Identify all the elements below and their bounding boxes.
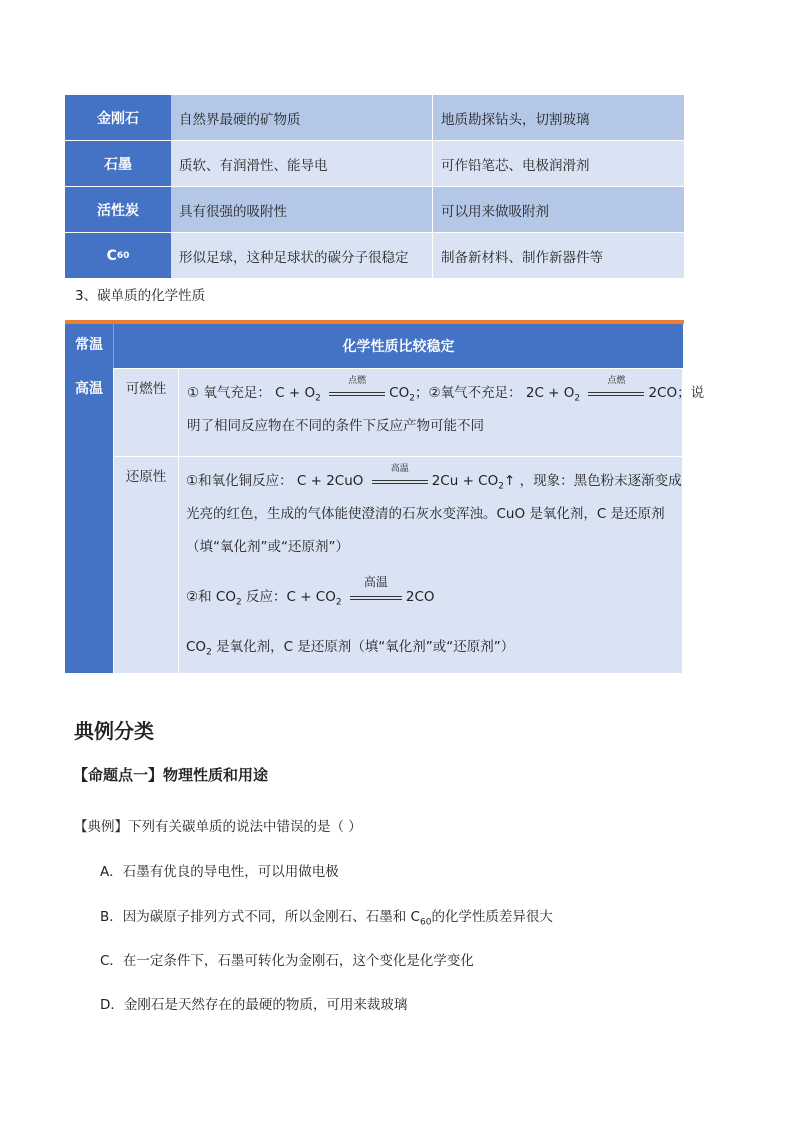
option-c: C．在一定条件下，石墨可转化为金刚石，这个变化是化学变化 [100, 953, 474, 969]
flammability-label-cell [114, 369, 179, 456]
equation-text: ① 氧气充足： C + O [187, 385, 316, 401]
equation-text: ②和 CO [186, 589, 236, 605]
flammability-label: 可燃性 [125, 381, 167, 397]
reduction-line5 [186, 631, 676, 664]
equation-text: 2Cu + CO [431, 473, 499, 489]
reaction-condition: 高温 [363, 575, 388, 589]
point-title: 【命题点一】物理性质和用途 [73, 766, 269, 784]
subscript: 2 [235, 597, 242, 608]
row-header: 活性炭 [65, 187, 171, 232]
property-cell: 质软、有润滑性、能导电 [171, 141, 433, 186]
option-text: 的化学性质差异很大 [431, 909, 553, 925]
equation-text: 反应：C + CO [241, 589, 336, 605]
reaction-condition: 高温 [390, 464, 409, 474]
flammability-cell [179, 369, 705, 456]
reduction-line2: 光亮的红色，生成的气体能使澄清的石灰水变浑浊。CuO 是氧化剂，C 是还原剂 [186, 506, 665, 522]
table-row [65, 141, 684, 187]
option-a: A．石墨有优良的导电性，可以用做电极 [100, 864, 339, 880]
question-stem [74, 815, 362, 835]
equation-text: 是氧化剂，C 是还原剂（填“氧化剂”或“还原剂”） [211, 639, 515, 655]
subscript: 2 [335, 597, 342, 608]
subscript: 2 [574, 393, 581, 404]
reduction-line3: （填“氧化剂”或“还原剂”） [186, 539, 349, 555]
reaction-arrow [350, 575, 402, 605]
reduction-line1 [186, 464, 682, 498]
section-heading: 3、碳单质的化学性质 [75, 288, 206, 304]
row-header: 金刚石 [65, 95, 171, 140]
equation-text: ；②氧气不充足： 2C + O [414, 385, 575, 401]
chemical-properties-table [65, 320, 705, 673]
option-b [100, 905, 553, 928]
high-temp-label: 高温 [75, 381, 103, 397]
subscript: 2 [409, 393, 415, 404]
room-temp-text: 化学性质比较稳定 [113, 324, 683, 368]
row-header [65, 233, 171, 278]
row-header: 石墨 [65, 141, 171, 186]
use-cell: 可以用来做吸附剂 [433, 187, 684, 232]
table-row [65, 233, 684, 279]
formula-subscript: 60 [116, 250, 130, 261]
equation-text: ↑ ，现象：黑色粉末逐渐变成 [503, 473, 682, 489]
reaction-arrow [372, 464, 428, 489]
equation-text: ①和氧化铜反应： C + 2CuO [186, 473, 364, 489]
label-column [65, 324, 113, 673]
reduction-line4 [186, 575, 676, 631]
reaction-condition: 点燃 [348, 376, 367, 386]
carbon-properties-table [65, 95, 684, 279]
subscript: 2 [498, 481, 504, 492]
table-row [65, 95, 684, 141]
question-tag: 【典例】 [74, 819, 128, 835]
equation-text: CO [186, 639, 207, 655]
property-cell: 具有很强的吸附性 [171, 187, 433, 232]
reduction-cell [179, 457, 682, 673]
reaction-arrow [588, 376, 644, 401]
reaction-condition: 点燃 [607, 376, 626, 386]
flammability-line2: 明了相同反应物在不同的条件下反应产物可能不同 [187, 418, 484, 434]
reduction-label: 还原性 [125, 469, 167, 485]
property-cell: 形似足球，这种足球状的碳分子很稳定 [171, 233, 433, 278]
section-title: 典例分类 [74, 719, 154, 743]
option-text: B．因为碳原子排列方式不同，所以金刚石、石墨和 C [100, 909, 420, 925]
subscript: 60 [419, 917, 432, 928]
use-cell: 地质勘探钻头，切割玻璃 [433, 95, 684, 140]
use-cell: 制备新材料、制作新器件等 [433, 233, 684, 278]
table-row [65, 187, 684, 233]
equation-text: 2CO；说 [648, 385, 705, 401]
room-temp-label: 常温 [75, 337, 103, 353]
subscript: 2 [315, 393, 321, 404]
flammability-line1 [187, 376, 705, 410]
reaction-arrow [329, 376, 385, 401]
property-cell: 自然界最硬的矿物质 [171, 95, 433, 140]
formula-base: C [106, 247, 117, 264]
subscript: 2 [206, 647, 212, 658]
reduction-label-cell [114, 457, 179, 673]
question-text: 下列有关碳单质的说法中错误的是（ ） [128, 819, 362, 835]
equation-text: CO [389, 385, 410, 401]
equation-text: 2CO [405, 589, 435, 605]
use-cell: 可作铅笔芯、电极润滑剂 [433, 141, 684, 186]
option-d: D．金刚石是天然存在的最硬的物质，可用来裁玻璃 [100, 997, 408, 1013]
